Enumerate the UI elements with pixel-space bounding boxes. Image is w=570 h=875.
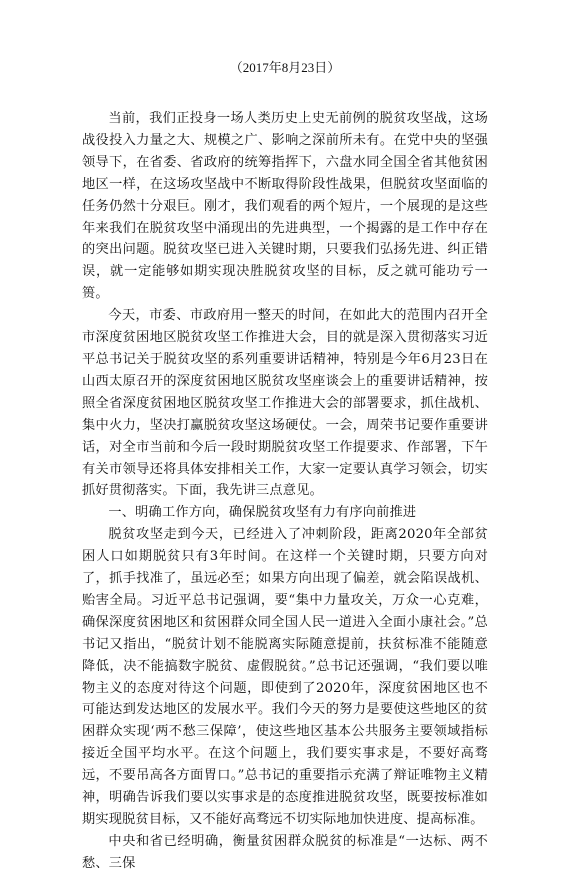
paragraph-4: 中央和省已经明确，衡量贫困群众脱贫的标准是“一达标、两不愁、三保 [82, 833, 488, 871]
paragraph-3: 脱贫攻坚走到今天，已经进入了冲刺阶段，距离2020年全部贫困人口如期脱贫只有3年时间。在这样一个关键时期，只要方向对了，抓手找准了，虽远必至；如果方向出现了偏差，就会陷误战机、贻害全局。习近平总书记强调，要“集中力量攻关，万众一心克难，确保深度贫困地区和贫困群众同全国人民一道进入全面小康社会。”总书记又指出，“脱贫计划不能脱离实际随意提前，扶贫标准不能随意降低，决不能搞数字脱贫、虚假脱贫。”总书记还强调，“我们要以唯物主义的态度对待这个问题，即使到了2020年，深度贫困地区也不可能达到发达地区的发展水平。我们今天的努力是要使这些地区的贫困群众实现‘两不愁三保障’，使这些地区基本公共服务主要领域指标接近全国平均水平。在这个问题上，我们要实事求是，不要好高骛远，不要吊高各方面胃口。”总书记的重要指示充满了辩证唯物主义精神，明确告诉我们要以实事求是的态度推进脱贫攻坚，既要按标准如期实现脱贫目标，又不能好高骛远不切实际地加快进度、提高标准。 [82, 527, 488, 827]
speech-date: （2017年8月23日） [229, 60, 341, 75]
section-heading-1: 一、明确工作方向，确保脱贫攻坚有力有序向前推进 [108, 505, 417, 521]
paragraph-2: 今天，市委、市政府用一整天的时间，在如此大的范围内召开全市深度贫困地区脱贫攻坚工作推进大会，目的就是深入贯彻落实习近平总书记关于脱贫攻坚的系列重要讲话精神，特别是今年6月23日在山西太原召开的深度贫困地区脱贫攻坚座谈会上的重要讲话精神，按照全省深度贫困地区脱贫攻坚工作推进大会的部署要求，抓住战机、集中火力，坚决打赢脱贫攻坚这场硬仗。一会，周荣书记要作重要讲话，对全市当前和今后一段时期脱贫攻坚工作提要求、作部署，下午有关市领导还将具体安排相关工作，大家一定要认真学习领会，切实抓好贯彻落实。下面，我先讲三点意见。 [82, 308, 488, 499]
paragraph-1: 当前，我们正投身一场人类历史上史无前例的脱贫攻坚战，这场战役投入力量之大、规模之广、影响之深前所未有。在党中央的坚强领导下，在省委、省政府的统筹指挥下，六盘水同全国全省其他贫困地区一样，在这场攻坚战中不断取得阶段性战果，但脱贫攻坚面临的任务仍然十分艰巨。刚才，我们观看的两个短片，一个展现的是这些年来我们在脱贫攻坚中涌现出的先进典型，一个揭露的是工作中存在的突出问题。脱贫攻坚已进入关键时期，只要我们弘扬先进、纠正错误，就一定能够如期实现决胜脱贫攻坚的目标，反之就可能功亏一篑。 [82, 111, 488, 302]
